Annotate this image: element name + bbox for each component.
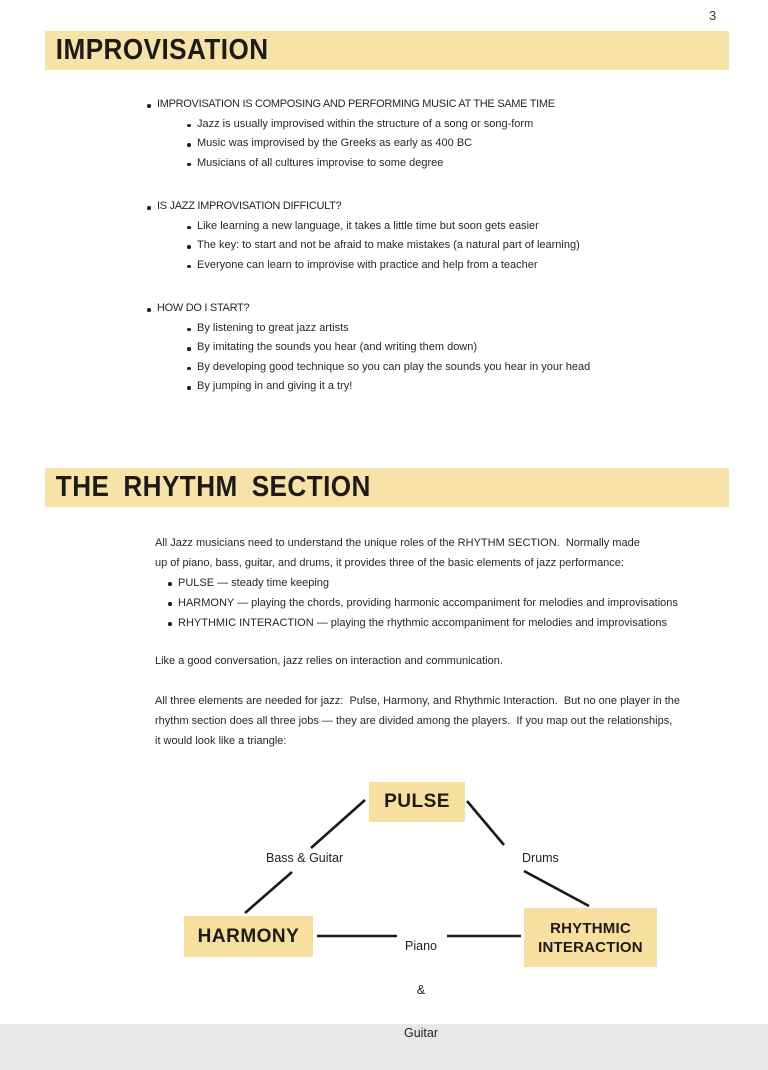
bullet-item: Like learning a new language, it takes a little time but soon gets easier (197, 217, 717, 237)
edge-pulse-rhythmic-lower (524, 871, 589, 906)
paragraph-line: rhythm section does all three jobs — they are divided among the players. If you map out the relationships, (155, 715, 673, 727)
bullet-item: HARMONY — playing the chords, providing harmonic accompaniment for melodies and improvisations (178, 593, 755, 613)
rhythm-intro-paragraph (155, 533, 755, 633)
bullet-item: Everyone can learn to improvise with practice and help from a teacher (197, 256, 717, 276)
bullet-item: PULSE — steady time keeping (178, 573, 755, 593)
diagram-edge-label-bass-guitar: Bass & Guitar (266, 851, 344, 865)
sub-bullet-list (197, 115, 717, 174)
page-number: 3 (709, 8, 717, 23)
bullet-item: By imitating the sounds you hear (and writing them down) (197, 338, 717, 358)
paragraph-line: All Jazz musicians need to understand the unique roles of the RHYTHM SECTION. Normally made (155, 537, 640, 549)
improvisation-content (157, 95, 717, 421)
bullet-item: Music was improvised by the Greeks as early as 400 BC (197, 134, 717, 154)
bullet-item: RHYTHMIC INTERACTION — playing the rhythmic accompaniment for melodies and improvisations (178, 613, 755, 633)
bullet-item: By jumping in and giving it a try! (197, 377, 717, 397)
bullet-item: Musicians of all cultures improvise to some degree (197, 154, 717, 174)
bullet-group-how-do-i-start (157, 299, 717, 397)
diagram-node-harmony: HARMONY (184, 916, 313, 957)
improvisation-title: IMPROVISATION (55, 34, 269, 66)
bullet-heading: IMPROVISATION IS COMPOSING AND PERFORMING MUSIC AT THE SAME TIME (157, 95, 717, 115)
piano-label-line: & (416, 982, 426, 997)
diagram-edge-label-drums: Drums (522, 851, 559, 865)
bullet-heading: HOW DO I START? (157, 299, 717, 319)
paragraph-line: Like a good conversation, jazz relies on interaction and communication. (155, 655, 503, 667)
paragraph-line: it would look like a triangle: (155, 735, 287, 747)
rhythm-elements-list (178, 573, 755, 633)
bullet-item: The key: to start and not be afraid to make mistakes (a natural part of learning) (197, 236, 717, 256)
diagram-node-pulse: PULSE (369, 782, 465, 822)
sub-bullet-list (197, 319, 717, 397)
bullet-heading: IS JAZZ IMPROVISATION DIFFICULT? (157, 197, 717, 217)
edge-pulse-rhythmic-upper (467, 801, 504, 845)
bullet-item: By developing good technique so you can play the sounds you hear in your head (197, 358, 717, 378)
paragraph-line: up of piano, bass, guitar, and drums, it provides three of the basic elements of jazz performance: (155, 557, 624, 569)
diagram-node-rhythmic-interaction: RHYTHMIC INTERACTION (524, 908, 657, 967)
piano-label-line: Piano (405, 939, 437, 953)
rhythm-triangle-diagram (0, 770, 768, 1040)
diagram-edge-label-piano-guitar (381, 910, 461, 1070)
bullet-item: Jazz is usually improvised within the structure of a song or song-form (197, 115, 717, 135)
bullet-group-is-it-difficult (157, 197, 717, 275)
sub-bullet-list (197, 217, 717, 276)
rhythm-section-title: THE RHYTHM SECTION (55, 471, 371, 503)
bullet-group-what-is-improvisation (157, 95, 717, 173)
bullet-item: By listening to great jazz artists (197, 319, 717, 339)
piano-label-line: Guitar (403, 1026, 439, 1040)
edge-pulse-harmony-lower (245, 872, 292, 913)
improvisation-banner (45, 31, 729, 70)
rhythm-conversation-paragraph (155, 651, 755, 671)
rhythm-section-banner (45, 468, 729, 507)
edge-pulse-harmony-upper (311, 800, 365, 848)
rhythm-triangle-paragraph (155, 691, 755, 751)
paragraph-line: All three elements are needed for jazz: Pulse, Harmony, and Rhythmic Interaction. But no one player in the (155, 695, 681, 707)
